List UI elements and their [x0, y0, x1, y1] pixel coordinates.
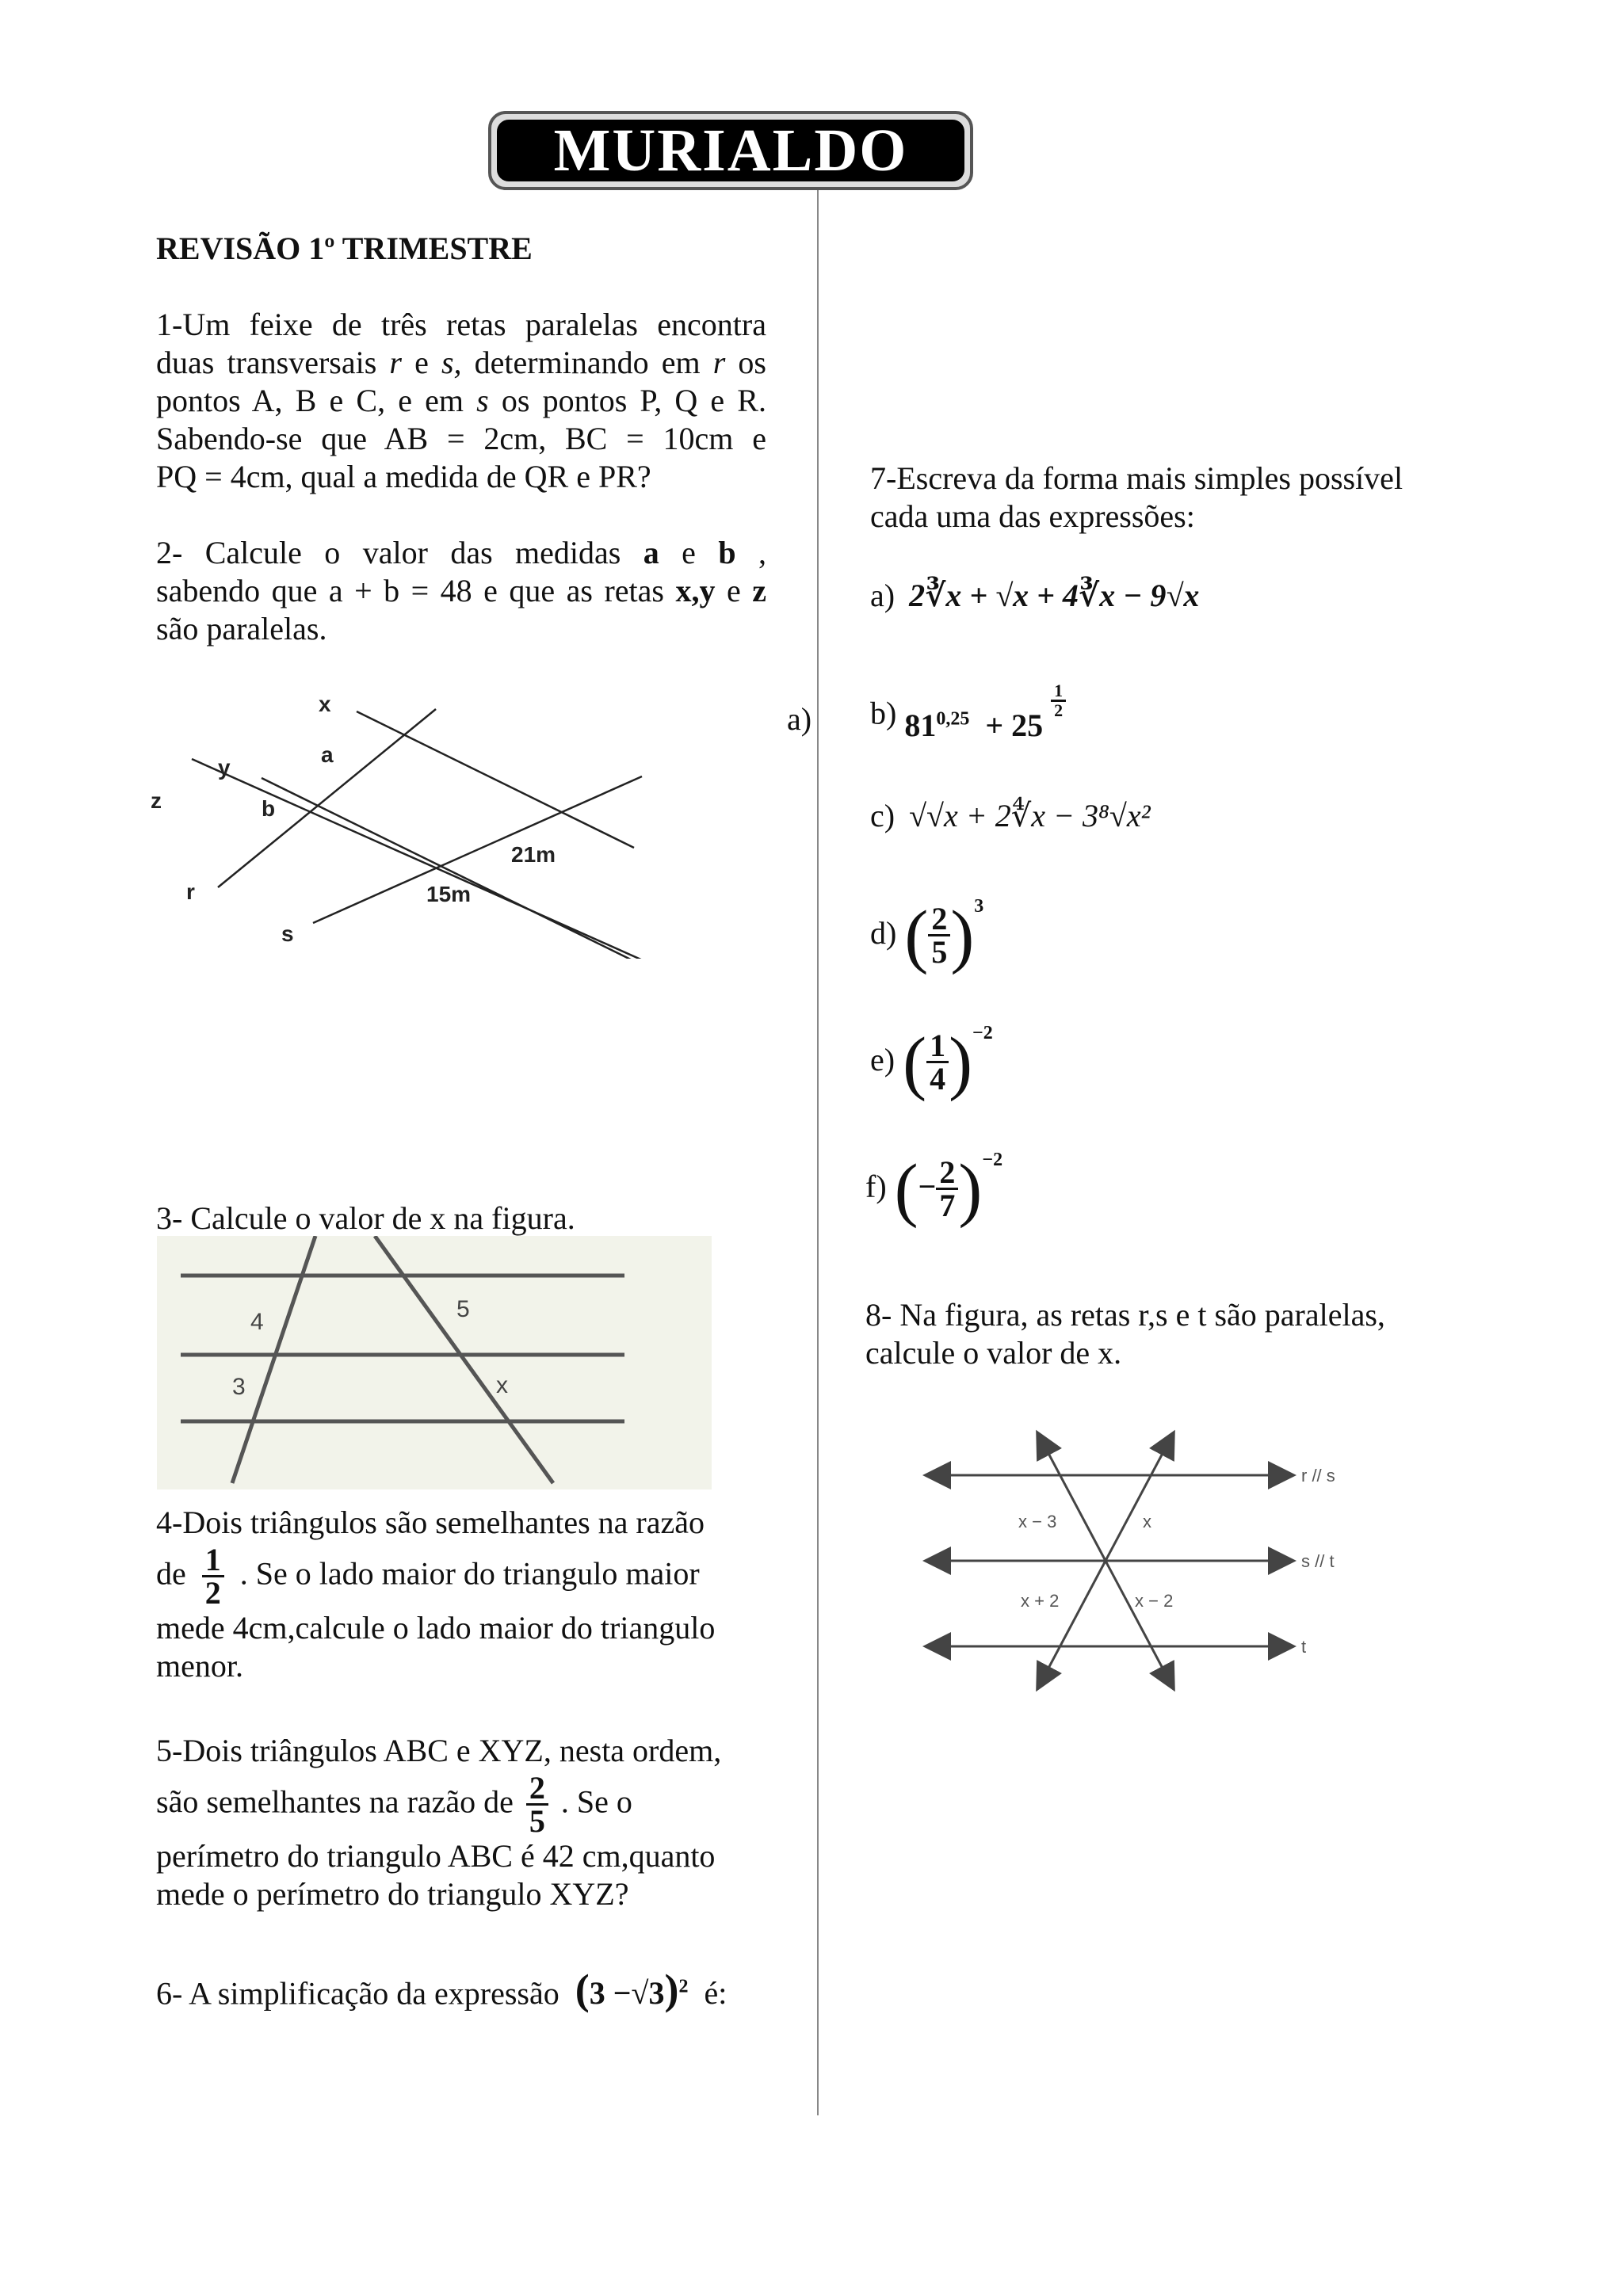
figure-transversals	[157, 1236, 712, 1489]
question-3: 3- Calcule o valor de x na figura.	[156, 1200, 575, 1236]
question-5: 5-Dois triângulos ABC e XYZ, nesta ordem, são semelhantes na razão de $\frac{2}{5}$ . Se o perímetro do triangulo ABC é 42 cm,quanto mede o perímetro do triangulo XYZ?	[156, 1733, 722, 1912]
label-21m: 21m	[511, 842, 556, 867]
figure-parallel-lines-xyz	[143, 689, 658, 959]
label-x-minus-2: x − 2	[1135, 1591, 1174, 1611]
label-s: s	[281, 921, 294, 946]
question-4: 4-Dois triângulos são semelhantes na razão de $\frac{1}{2}$ . Se o lado maior do triangulo maior mede 4cm,calcule o lado maior do triangulo menor.	[156, 1505, 716, 1684]
label-b: b	[262, 796, 276, 821]
column-divider	[817, 190, 819, 2115]
label-z: z	[151, 788, 162, 813]
label-x-plus-2: x + 2	[1021, 1591, 1060, 1611]
expression-3-minus-sqrt3: $(3 -√3)^2$	[575, 1966, 689, 2014]
question-7: 7-Escreva da forma mais simples possível cada uma das expressões:	[870, 460, 1403, 534]
label-4: 4	[250, 1309, 264, 1335]
label-x: x	[319, 692, 331, 716]
label-r-parallel-s: r // s	[1301, 1466, 1335, 1486]
label-a: a	[321, 742, 334, 767]
q7-item-a: a) 2∛x + √x + 4∛x − 9√x	[870, 578, 1200, 613]
page-title: REVISÃO 1º TRIMESTRE	[156, 231, 533, 266]
label-x: x	[496, 1372, 508, 1398]
question-6: 6- A simplificação da expressão $(3 -√3)^2$ é:	[156, 1966, 727, 2014]
figure-parallel-rst	[911, 1418, 1355, 1703]
q7-item-e: e) ( $\frac{1}{4}$ )$^{-2}$	[870, 1023, 993, 1102]
question-1: 1-Um feixe de três retas paralelas encontra duas transversais r e s, determinando em r os pontos A, B e C, e em s os pontos P, Q e R. Sabendo-se que AB = 2cm, BC = 10cm e PQ = 4cm, qual a medida de QR e PR?	[156, 307, 766, 494]
label-s-parallel-t: s // t	[1301, 1551, 1335, 1571]
label-r: r	[186, 879, 195, 904]
q7-item-c: c) √√x + 2∜x − 3⁸√x²	[870, 798, 1151, 833]
label-x: x	[1143, 1512, 1151, 1531]
label-15m: 15m	[426, 882, 472, 906]
murialdo-logo	[488, 111, 973, 190]
fraction-2-5: $\frac{2}{5}$	[526, 1773, 548, 1837]
logo-text: MURIALDO	[497, 120, 964, 181]
question-8: 8- Na figura, as retas r,s e t são paralelas, calcule o valor de x.	[865, 1297, 1385, 1371]
label-y: y	[218, 755, 231, 780]
q7-item-f: f) (− $\frac{2}{7}$ )$^{-2}$	[865, 1150, 1003, 1229]
label-5: 5	[456, 1296, 470, 1322]
label-t: t	[1301, 1637, 1307, 1657]
fraction-1-2: $\frac{1}{2}$	[202, 1545, 224, 1609]
q7-item-d: d) ( $\frac{2}{5}$ )$^3$	[870, 896, 984, 975]
label-x-minus-3: x − 3	[1018, 1512, 1057, 1531]
q7-item-b: b) 81$^{0,25}$ + 25 $\frac{1}{2}$	[870, 688, 1066, 735]
left-item-a: a)	[787, 701, 812, 737]
label-3: 3	[232, 1374, 246, 1400]
question-2: 2- Calcule o valor das medidas a e b , sabendo que a + b = 48 e que as retas x,y e z são paralelas.	[156, 535, 767, 646]
